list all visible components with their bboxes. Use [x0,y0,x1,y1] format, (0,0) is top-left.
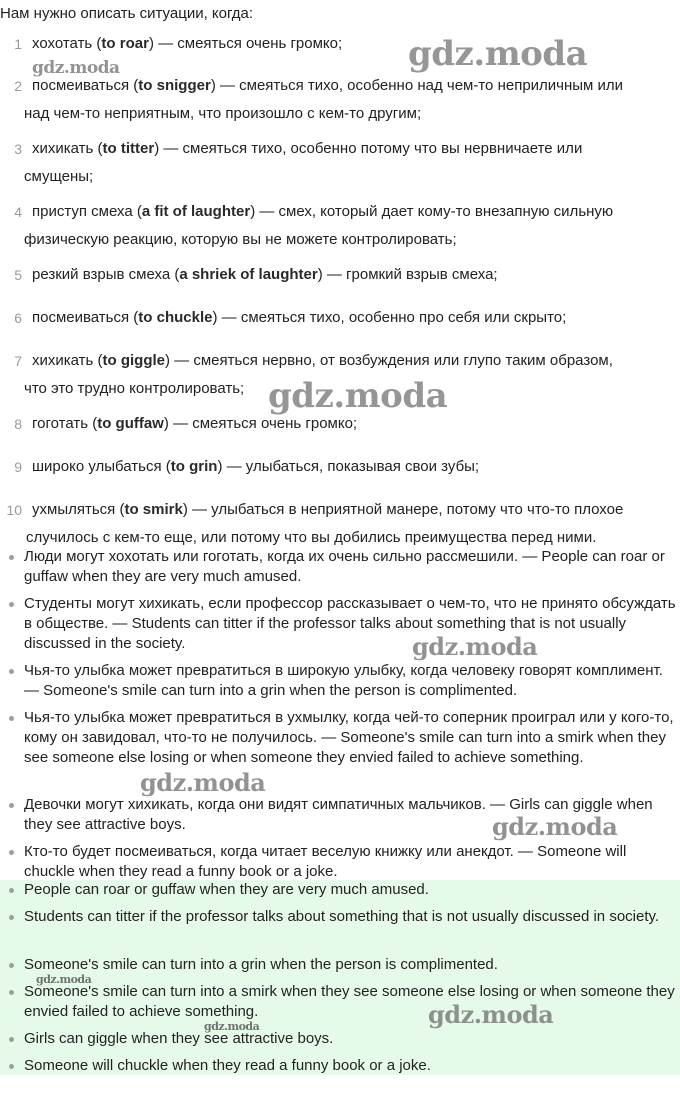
bullet-icon [9,1037,14,1042]
example-item [0,661,680,701]
definition-term: to smirk [124,501,183,518]
example-text: Кто-то будет посмеиваться, когда читает веселую книжку или анекдот. — Someone will chuckle when they read a funny book or a joke. [24,843,627,880]
definition-prefix: резкий взрыв смеха ( [32,266,180,283]
definition-item [0,304,678,332]
definition-continuation: над чем-то неприятным, что произошло с кем-то другим; [24,105,422,122]
watermark: gdz.moda [492,812,618,841]
definition-term: to snigger [138,77,211,94]
watermark: gdz.moda [408,34,588,74]
definition-term: to grin [170,458,218,475]
definition-suffix: ) — смеяться нервно, от возбуждения или глупо таким образом, [165,352,613,369]
watermark: gdz.moda [140,768,266,797]
bullet-icon [9,888,14,893]
example-text: Люди могут хохотать или гоготать, когда их очень сильно рассмешили. — People can roar or guffaw when they are very much amused. [24,548,665,585]
definition-prefix: ухмыляться ( [32,501,125,518]
definition-continuation: смущены; [24,168,94,185]
watermark: gdz.moda [32,58,120,78]
watermark: gdz.moda [428,1000,554,1029]
definition-term: to chuckle [138,309,213,326]
bullet-icon [9,963,14,968]
watermark: gdz.moda [412,632,538,661]
bullet-icon [9,602,14,607]
answer-item [0,1029,680,1049]
definition-prefix: приступ смеха ( [32,203,142,220]
definition-term: to roar [101,35,149,52]
definition-suffix: ) — смеяться очень громко; [163,415,358,432]
example-item [0,594,680,654]
answer-item [0,907,680,927]
definition-prefix: посмеиваться ( [32,309,139,326]
definition-term: to titter [102,140,155,157]
example-text: Девочки могут хихикать, когда они видят симпатичных мальчиков. — Girls can giggle when they see attractive boys. [24,796,653,833]
item-number: 10 [6,502,22,518]
bullet-icon [9,1064,14,1069]
definition-term: a fit of laughter [141,203,251,220]
example-item [0,842,680,882]
definition-item [0,198,678,254]
definition-prefix: широко улыбаться ( [32,458,171,475]
definition-item [0,453,678,481]
example-item [0,547,680,587]
definition-term: a shriek of laughter [179,266,318,283]
answer-item [0,982,680,1022]
item-number: 5 [14,267,22,283]
definition-item [0,496,678,552]
bullet-icon [9,669,14,674]
answer-item [0,1056,680,1076]
item-number: 8 [14,416,22,432]
item-number: 6 [14,310,22,326]
definition-item [0,261,678,289]
definition-suffix: ) — смеяться тихо, особенно над чем-то неприличным или [210,77,624,94]
watermark: gdz.moda [268,376,448,416]
definition-item [0,135,678,191]
definition-suffix: ) — улыбаться, показывая свои зубы; [217,458,480,475]
definition-continuation: физическую реакцию, которую вы не можете контролировать; [24,231,457,248]
intro-text: Нам нужно описать ситуации, когда: [0,5,254,22]
example-text: Чья-то улыбка может превратиться в широкую улыбку, когда человеку говорят комплимент. — Someone's smile can turn into a grin when the person is complimented. [24,662,663,699]
item-number: 7 [14,353,22,369]
answer-item [0,955,680,975]
answer-text: Someone's smile can turn into a smirk when they see someone else losing or when someone they envied failed to achieve something. [24,983,675,1020]
watermark: gdz.moda [36,973,92,986]
item-number: 4 [14,204,22,220]
definition-prefix: посмеиваться ( [32,77,139,94]
bullet-icon [9,555,14,560]
answer-text: Students can titter if the professor talks about something that is not usually discussed in society. [24,908,660,925]
bullet-icon [9,803,14,808]
definition-suffix: ) — смеяться тихо, особенно потому что вы нервничаете или [154,140,583,157]
definition-suffix: ) — громкий взрыв смеха; [317,266,498,283]
definition-continuation: что это трудно контролировать; [24,380,245,397]
example-text: Чья-то улыбка может превратиться в ухмылку, когда чей-то соперник проиграл или у кого-то, кому он завидовал, что-то не получилось. — Someone's smile can turn into a smirk when they see someone else losing or when someone they envied failed to achieve something. [24,709,674,766]
definition-term: to guffaw [97,415,164,432]
watermark: gdz.moda [204,1020,260,1033]
item-number: 3 [14,141,22,157]
definition-prefix: хихикать ( [32,352,103,369]
definition-suffix: ) — смех, который дает кому-то внезапную сильную [250,203,614,220]
answer-text: Girls can giggle when they see attractive boys. [24,1030,334,1047]
answer-text: Someone's smile can turn into a grin when the person is complimented. [24,956,498,973]
answer-text: People can roar or guffaw when they are very much amused. [24,881,429,898]
item-number: 2 [14,78,22,94]
definition-suffix: ) — улыбаться в неприятной манере, потому что что-то плохое [182,501,624,518]
bullet-icon [9,716,14,721]
answer-item [0,880,680,900]
definition-prefix: хохотать ( [32,35,102,52]
definition-term: to giggle [102,352,166,369]
definition-suffix: ) — смеяться очень громко; [148,35,343,52]
item-number: 1 [14,36,22,52]
definition-item [0,72,678,128]
definition-suffix: ) — смеяться тихо, особенно про себя или скрыто; [212,309,567,326]
item-number: 9 [14,459,22,475]
answer-text: Someone will chuckle when they read a funny book or a joke. [24,1057,431,1074]
bullet-icon [9,990,14,995]
bullet-icon [9,915,14,920]
bullet-icon [9,850,14,855]
definition-prefix: гоготать ( [32,415,98,432]
example-item [0,708,680,768]
example-text: Студенты могут хихикать, если профессор рассказывает о чем-то, что не принято обсуждать в обществе. — Students can titter if the professor talks about something that is not usually discussed in the society. [24,595,676,652]
definition-prefix: хихикать ( [32,140,103,157]
definition-continuation: случилось с кем-то еще, или потому что вы добились преимущества перед ними. [26,529,597,546]
